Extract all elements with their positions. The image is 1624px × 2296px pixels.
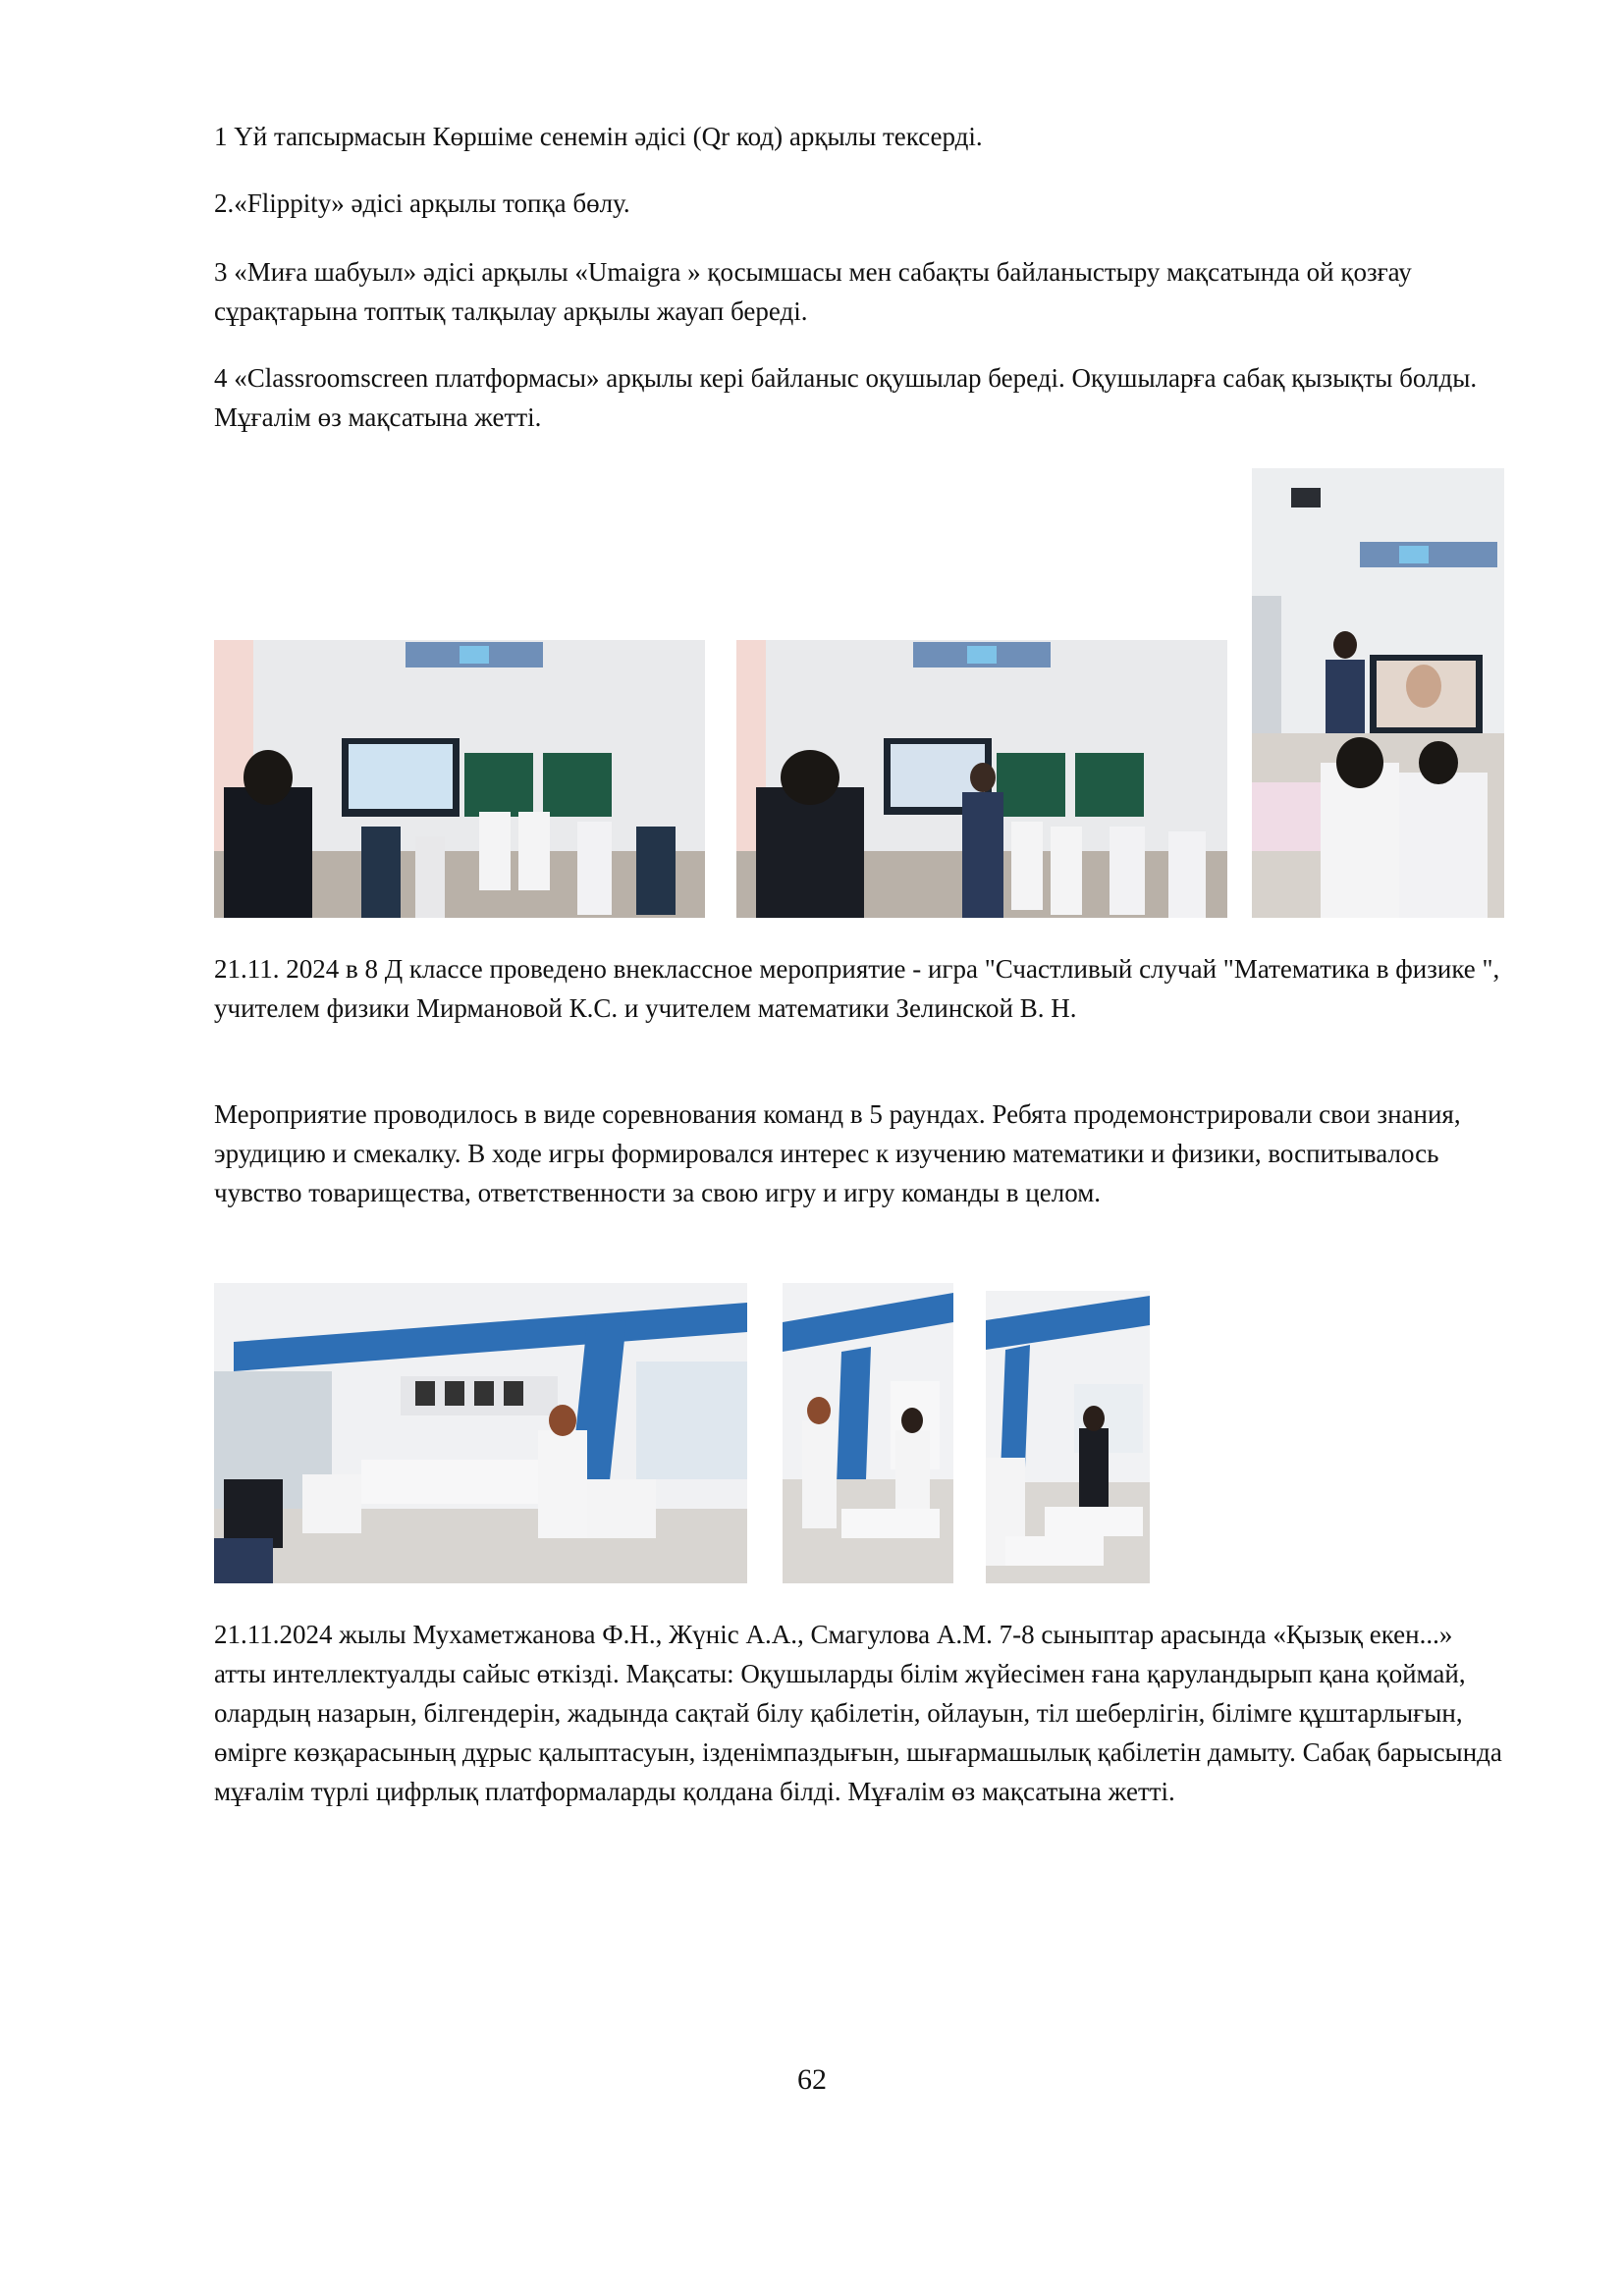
paragraph-5: 21.11. 2024 в 8 Д классе проведено внеклассное мероприятие - игра "Счастливый случай "Математика в физике ", учителем физики Мирмановой К.С. и учителем математики Зелинской В. Н.: [214, 954, 1500, 1023]
paragraph-1: 1 Үй тапсырмасын Көршіме сенемін әдісі (Qr код) арқылы тексерді.: [214, 122, 983, 151]
classroom-photo-5: [783, 1283, 953, 1583]
classroom-photo-2: [736, 640, 1227, 918]
classroom-photo-3: [1252, 468, 1504, 918]
classroom-photo-4: [214, 1283, 747, 1583]
paragraph-2: 2.«Flippity» әдісі арқылы топқа бөлу.: [214, 188, 630, 218]
classroom-photo-6: [986, 1291, 1150, 1583]
page-number: 62: [797, 2063, 827, 2096]
paragraph-6: Мероприятие проводилось в виде соревнования команд в 5 раундах. Ребята продемонстрировали свои знания, эрудицию и смекалку. В ходе игры формировался интерес к изучению математики и физики, воспитывалось чувство товарищества, ответственности за свою игру и игру команды в целом.: [214, 1099, 1461, 1207]
paragraph-4: 4 «Classroomscreen платформасы» арқылы кері байланыс оқушылар береді. Оқушыларға сабақ қызықты болды. Мұғалім өз мақсатына жетті.: [214, 363, 1478, 432]
paragraph-7: 21.11.2024 жылы Мухаметжанова Ф.Н., Жүніс А.А., Смагулова А.М. 7-8 сыныптар арасында «Қызық екен...» атты интеллектуалды сайыс өткізді. Мақсаты: Оқушыларды білім жүйесімен ғана қаруландырып қана қоймай, олардың назарын, білгендерін, жадында сақтай білу қабілетін, ойлауын, тіл шеберлігін, білімге құштарлығын, өмірге көзқарасының дұрыс қалыптасуын, ізденімпаздығын, шығармашылық қабілетін дамыту. Сабақ барысында мұғалім түрлі цифрлық платформаларды қолдана білді. Мұғалім өз мақсатына жетті.: [214, 1620, 1502, 1806]
classroom-photo-1: [214, 640, 705, 918]
paragraph-3: 3 «Миға шабуыл» әдісі арқылы «Umaigra » қосымшасы мен сабақты байланыстыру мақсатында ой қозғау сұрақтарына топтық талқылау арқылы жауап береді.: [214, 257, 1412, 326]
